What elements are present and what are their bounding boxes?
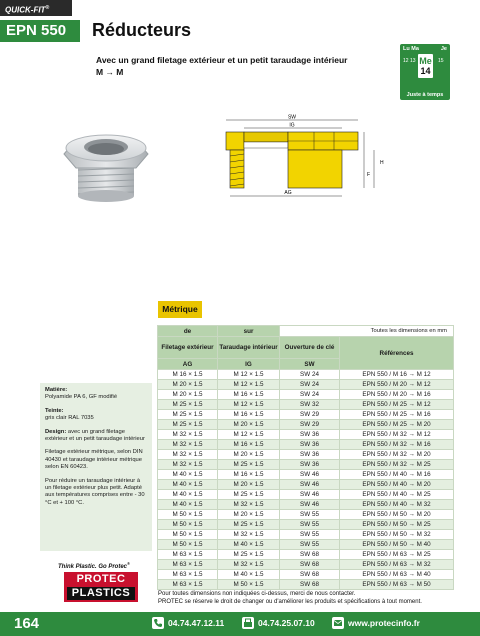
dim-f: F — [367, 172, 371, 178]
cell-filetage: M 63 × 1.5 — [158, 580, 218, 590]
cell-ouverture: SW 46 — [280, 490, 340, 500]
cell-reference: EPN 550 / M 63 → M 32 — [340, 560, 454, 570]
slogan: Think Plastic. Go Protec® — [58, 561, 130, 570]
cell-reference: EPN 550 / M 32 → M 12 — [340, 430, 454, 440]
product-photo — [56, 116, 166, 206]
cell-ouverture: SW 55 — [280, 510, 340, 520]
table-row — [158, 490, 454, 500]
cell-ouverture: SW 55 — [280, 530, 340, 540]
dim-ag: AG — [284, 190, 292, 196]
cell-taraudage: M 16 × 1.5 — [218, 410, 280, 420]
design-value: avec un grand filetage extérieur et un petit taraudage intérieur — [45, 428, 145, 443]
cell-ouverture: SW 55 — [280, 540, 340, 550]
cell-reference: EPN 550 / M 25 → M 12 — [340, 400, 454, 410]
cell-ouverture: SW 24 — [280, 390, 340, 400]
cell-taraudage: M 32 × 1.5 — [218, 560, 280, 570]
table-row — [158, 410, 454, 420]
header-ag: AG — [158, 359, 218, 370]
cell-reference: EPN 550 / M 32 → M 25 — [340, 460, 454, 470]
cell-reference: EPN 550 / M 63 → M 25 — [340, 550, 454, 560]
phone-number[interactable]: 04.74.47.12.11 — [168, 618, 225, 628]
calendar-date: 14 — [420, 66, 431, 76]
calendar-left-dates: 12 13 — [403, 58, 416, 64]
cell-ouverture: SW 29 — [280, 410, 340, 420]
logo-line-2: PLASTICS — [67, 587, 135, 600]
cell-filetage: M 50 × 1.5 — [158, 510, 218, 520]
subtitle-line-2: M → M — [96, 67, 124, 77]
cell-ouverture: SW 29 — [280, 420, 340, 430]
cell-reference: EPN 550 / M 50 → M 20 — [340, 510, 454, 520]
dim-h: H — [380, 160, 384, 166]
table-row — [158, 500, 454, 510]
cell-taraudage: M 25 × 1.5 — [218, 550, 280, 560]
table-row — [158, 540, 454, 550]
subtitle-line-1: Avec un grand filetage extérieur et un petit taraudage intérieur — [96, 55, 348, 65]
header-sur: sur — [218, 326, 280, 337]
product-info-box — [40, 383, 152, 551]
cell-taraudage: M 32 × 1.5 — [218, 500, 280, 510]
table-row — [158, 530, 454, 540]
cell-filetage: M 16 × 1.5 — [158, 370, 218, 380]
table-row — [158, 470, 454, 480]
cell-taraudage: M 25 × 1.5 — [218, 460, 280, 470]
footnote-line-2: PROTEC se réserve le droit de changer ou d'améliorer les produits et spécifications à tout moment. — [158, 599, 422, 605]
cell-taraudage: M 16 × 1.5 — [218, 390, 280, 400]
cell-filetage: M 20 × 1.5 — [158, 380, 218, 390]
matiere-value: Polyamide PA 6, GF modifié — [45, 394, 118, 401]
cell-reference: EPN 550 / M 40 → M 25 — [340, 490, 454, 500]
cell-filetage: M 40 × 1.5 — [158, 490, 218, 500]
cell-reference: EPN 550 / M 50 → M 25 — [340, 520, 454, 530]
cell-taraudage: M 12 × 1.5 — [218, 430, 280, 440]
cell-ouverture: SW 32 — [280, 400, 340, 410]
cell-taraudage: M 12 × 1.5 — [218, 380, 280, 390]
table-row — [158, 430, 454, 440]
header-ig: IG — [218, 359, 280, 370]
cell-taraudage: M 12 × 1.5 — [218, 400, 280, 410]
dimensions-table — [157, 325, 454, 590]
web-icon — [332, 617, 344, 629]
cell-filetage: M 63 × 1.5 — [158, 560, 218, 570]
table-row — [158, 510, 454, 520]
calendar-right-day: Je — [440, 46, 447, 52]
footnote-line-1: Pour toutes dimensions non indiquées ci-dessus, merci de nous contacter. — [158, 591, 356, 597]
cell-filetage: M 32 × 1.5 — [158, 440, 218, 450]
cell-filetage: M 25 × 1.5 — [158, 400, 218, 410]
cell-reference: EPN 550 / M 50 → M 40 — [340, 540, 454, 550]
cell-ouverture: SW 36 — [280, 450, 340, 460]
cell-filetage: M 20 × 1.5 — [158, 390, 218, 400]
cell-reference: EPN 550 / M 20 → M 16 — [340, 390, 454, 400]
page-title: Réducteurs — [92, 20, 192, 40]
cell-reference: EPN 550 / M 32 → M 20 — [340, 450, 454, 460]
cell-filetage: M 50 × 1.5 — [158, 520, 218, 530]
dim-ig: IG — [289, 122, 295, 129]
cell-filetage: M 40 × 1.5 — [158, 470, 218, 480]
cell-filetage: M 50 × 1.5 — [158, 530, 218, 540]
table-row — [158, 420, 454, 430]
table-row — [158, 440, 454, 450]
cell-taraudage: M 32 × 1.5 — [218, 530, 280, 540]
cell-ouverture: SW 36 — [280, 460, 340, 470]
logo-line-1: PROTEC — [76, 573, 126, 585]
cell-taraudage: M 12 × 1.5 — [218, 370, 280, 380]
table-row — [158, 390, 454, 400]
fax-icon — [242, 617, 254, 629]
table-note: Toutes les dimensions en mm — [280, 326, 454, 337]
cell-filetage: M 25 × 1.5 — [158, 410, 218, 420]
product-code: EPN 550 — [0, 20, 80, 42]
design-label: Design: — [45, 428, 67, 435]
brand-tag: QUICK-FIT® — [0, 0, 72, 16]
cell-taraudage: M 20 × 1.5 — [218, 480, 280, 490]
cell-filetage: M 32 × 1.5 — [158, 460, 218, 470]
cell-ouverture: SW 36 — [280, 430, 340, 440]
dim-sw: SW — [287, 114, 297, 121]
cell-ouverture: SW 36 — [280, 440, 340, 450]
usage-text: Pour réduire un taraudage intérieur à un filetage extérieur plus petit. Adapté aux températures comprises entre - 30 °C et + 100 °C. — [45, 477, 145, 506]
table-row — [158, 370, 454, 380]
cell-reference: EPN 550 / M 32 → M 16 — [340, 440, 454, 450]
phone-icon — [152, 617, 164, 629]
cell-ouverture: SW 68 — [280, 580, 340, 590]
cell-taraudage: M 20 × 1.5 — [218, 420, 280, 430]
table-row — [158, 520, 454, 530]
fax-number[interactable]: 04.74.25.07.10 — [258, 618, 315, 628]
table-row — [158, 450, 454, 460]
cell-reference: EPN 550 / M 40 → M 32 — [340, 500, 454, 510]
cell-ouverture: SW 46 — [280, 470, 340, 480]
matiere-label: Matière: — [45, 387, 68, 393]
cell-reference: EPN 550 / M 40 → M 20 — [340, 480, 454, 490]
calendar-caption: Juste à temps — [406, 92, 444, 98]
cell-filetage: M 50 × 1.5 — [158, 540, 218, 550]
cell-filetage: M 40 × 1.5 — [158, 500, 218, 510]
teinte-value: gris clair RAL 7035 — [45, 415, 94, 422]
technical-drawing — [204, 114, 404, 204]
cell-filetage: M 40 × 1.5 — [158, 480, 218, 490]
header-taraudage: Taraudage intérieur — [218, 337, 280, 359]
cell-ouverture: SW 68 — [280, 570, 340, 580]
cell-ouverture: SW 46 — [280, 480, 340, 490]
page-number: 164 — [14, 615, 40, 632]
calendar-right-date: 15 — [438, 58, 444, 64]
cell-reference: EPN 550 / M 20 → M 12 — [340, 380, 454, 390]
calendar-badge — [400, 44, 450, 100]
cell-reference: EPN 550 / M 63 → M 50 — [340, 580, 454, 590]
cell-taraudage: M 50 × 1.5 — [218, 580, 280, 590]
cell-ouverture: SW 46 — [280, 500, 340, 510]
header-filetage: Filetage extérieur — [158, 337, 218, 359]
footnote — [158, 590, 422, 606]
cell-filetage: M 25 × 1.5 — [158, 420, 218, 430]
metric-label: Métrique — [158, 301, 202, 318]
table-row — [158, 570, 454, 580]
cell-ouverture: SW 24 — [280, 380, 340, 390]
table-row — [158, 480, 454, 490]
cell-reference: EPN 550 / M 63 → M 40 — [340, 570, 454, 580]
cell-reference: EPN 550 / M 40 → M 16 — [340, 470, 454, 480]
cell-ouverture: SW 68 — [280, 560, 340, 570]
website-link[interactable]: www.protecinfo.fr — [348, 618, 420, 628]
page-footer — [0, 612, 480, 636]
cell-reference: EPN 550 / M 25 → M 20 — [340, 420, 454, 430]
cell-taraudage: M 16 × 1.5 — [218, 470, 280, 480]
cell-ouverture: SW 55 — [280, 520, 340, 530]
cell-filetage: M 32 × 1.5 — [158, 430, 218, 440]
cell-taraudage: M 20 × 1.5 — [218, 510, 280, 520]
table-row — [158, 560, 454, 570]
calendar-left-days: Lu Ma — [403, 46, 419, 52]
header-references: Références — [340, 337, 454, 370]
header-sw: SW — [280, 359, 340, 370]
cell-filetage: M 63 × 1.5 — [158, 550, 218, 560]
header-de: de — [158, 326, 218, 337]
table-row — [158, 380, 454, 390]
header-ouverture: Ouverture de clé — [280, 337, 340, 359]
cell-filetage: M 32 × 1.5 — [158, 450, 218, 460]
cell-reference: EPN 550 / M 50 → M 32 — [340, 530, 454, 540]
page-subtitle — [96, 54, 347, 78]
cell-taraudage: M 40 × 1.5 — [218, 540, 280, 550]
cell-taraudage: M 40 × 1.5 — [218, 570, 280, 580]
filetage-text: Filetage extérieur métrique, selon DIN 40430 et taraudage intérieur métrique selon EN 60423. — [45, 449, 143, 471]
cell-taraudage: M 25 × 1.5 — [218, 520, 280, 530]
table-row — [158, 550, 454, 560]
table-row — [158, 400, 454, 410]
table-row — [158, 460, 454, 470]
cell-taraudage: M 16 × 1.5 — [218, 440, 280, 450]
cell-ouverture: SW 24 — [280, 370, 340, 380]
cell-reference: EPN 550 / M 16 → M 12 — [340, 370, 454, 380]
teinte-label: Teinte: — [45, 407, 64, 414]
cell-ouverture: SW 68 — [280, 550, 340, 560]
cell-reference: EPN 550 / M 25 → M 16 — [340, 410, 454, 420]
cell-taraudage: M 20 × 1.5 — [218, 450, 280, 460]
table-row — [158, 580, 454, 590]
cell-filetage: M 63 × 1.5 — [158, 570, 218, 580]
cell-taraudage: M 25 × 1.5 — [218, 490, 280, 500]
calendar-weekday: Me — [419, 56, 432, 66]
protec-logo — [64, 572, 138, 602]
